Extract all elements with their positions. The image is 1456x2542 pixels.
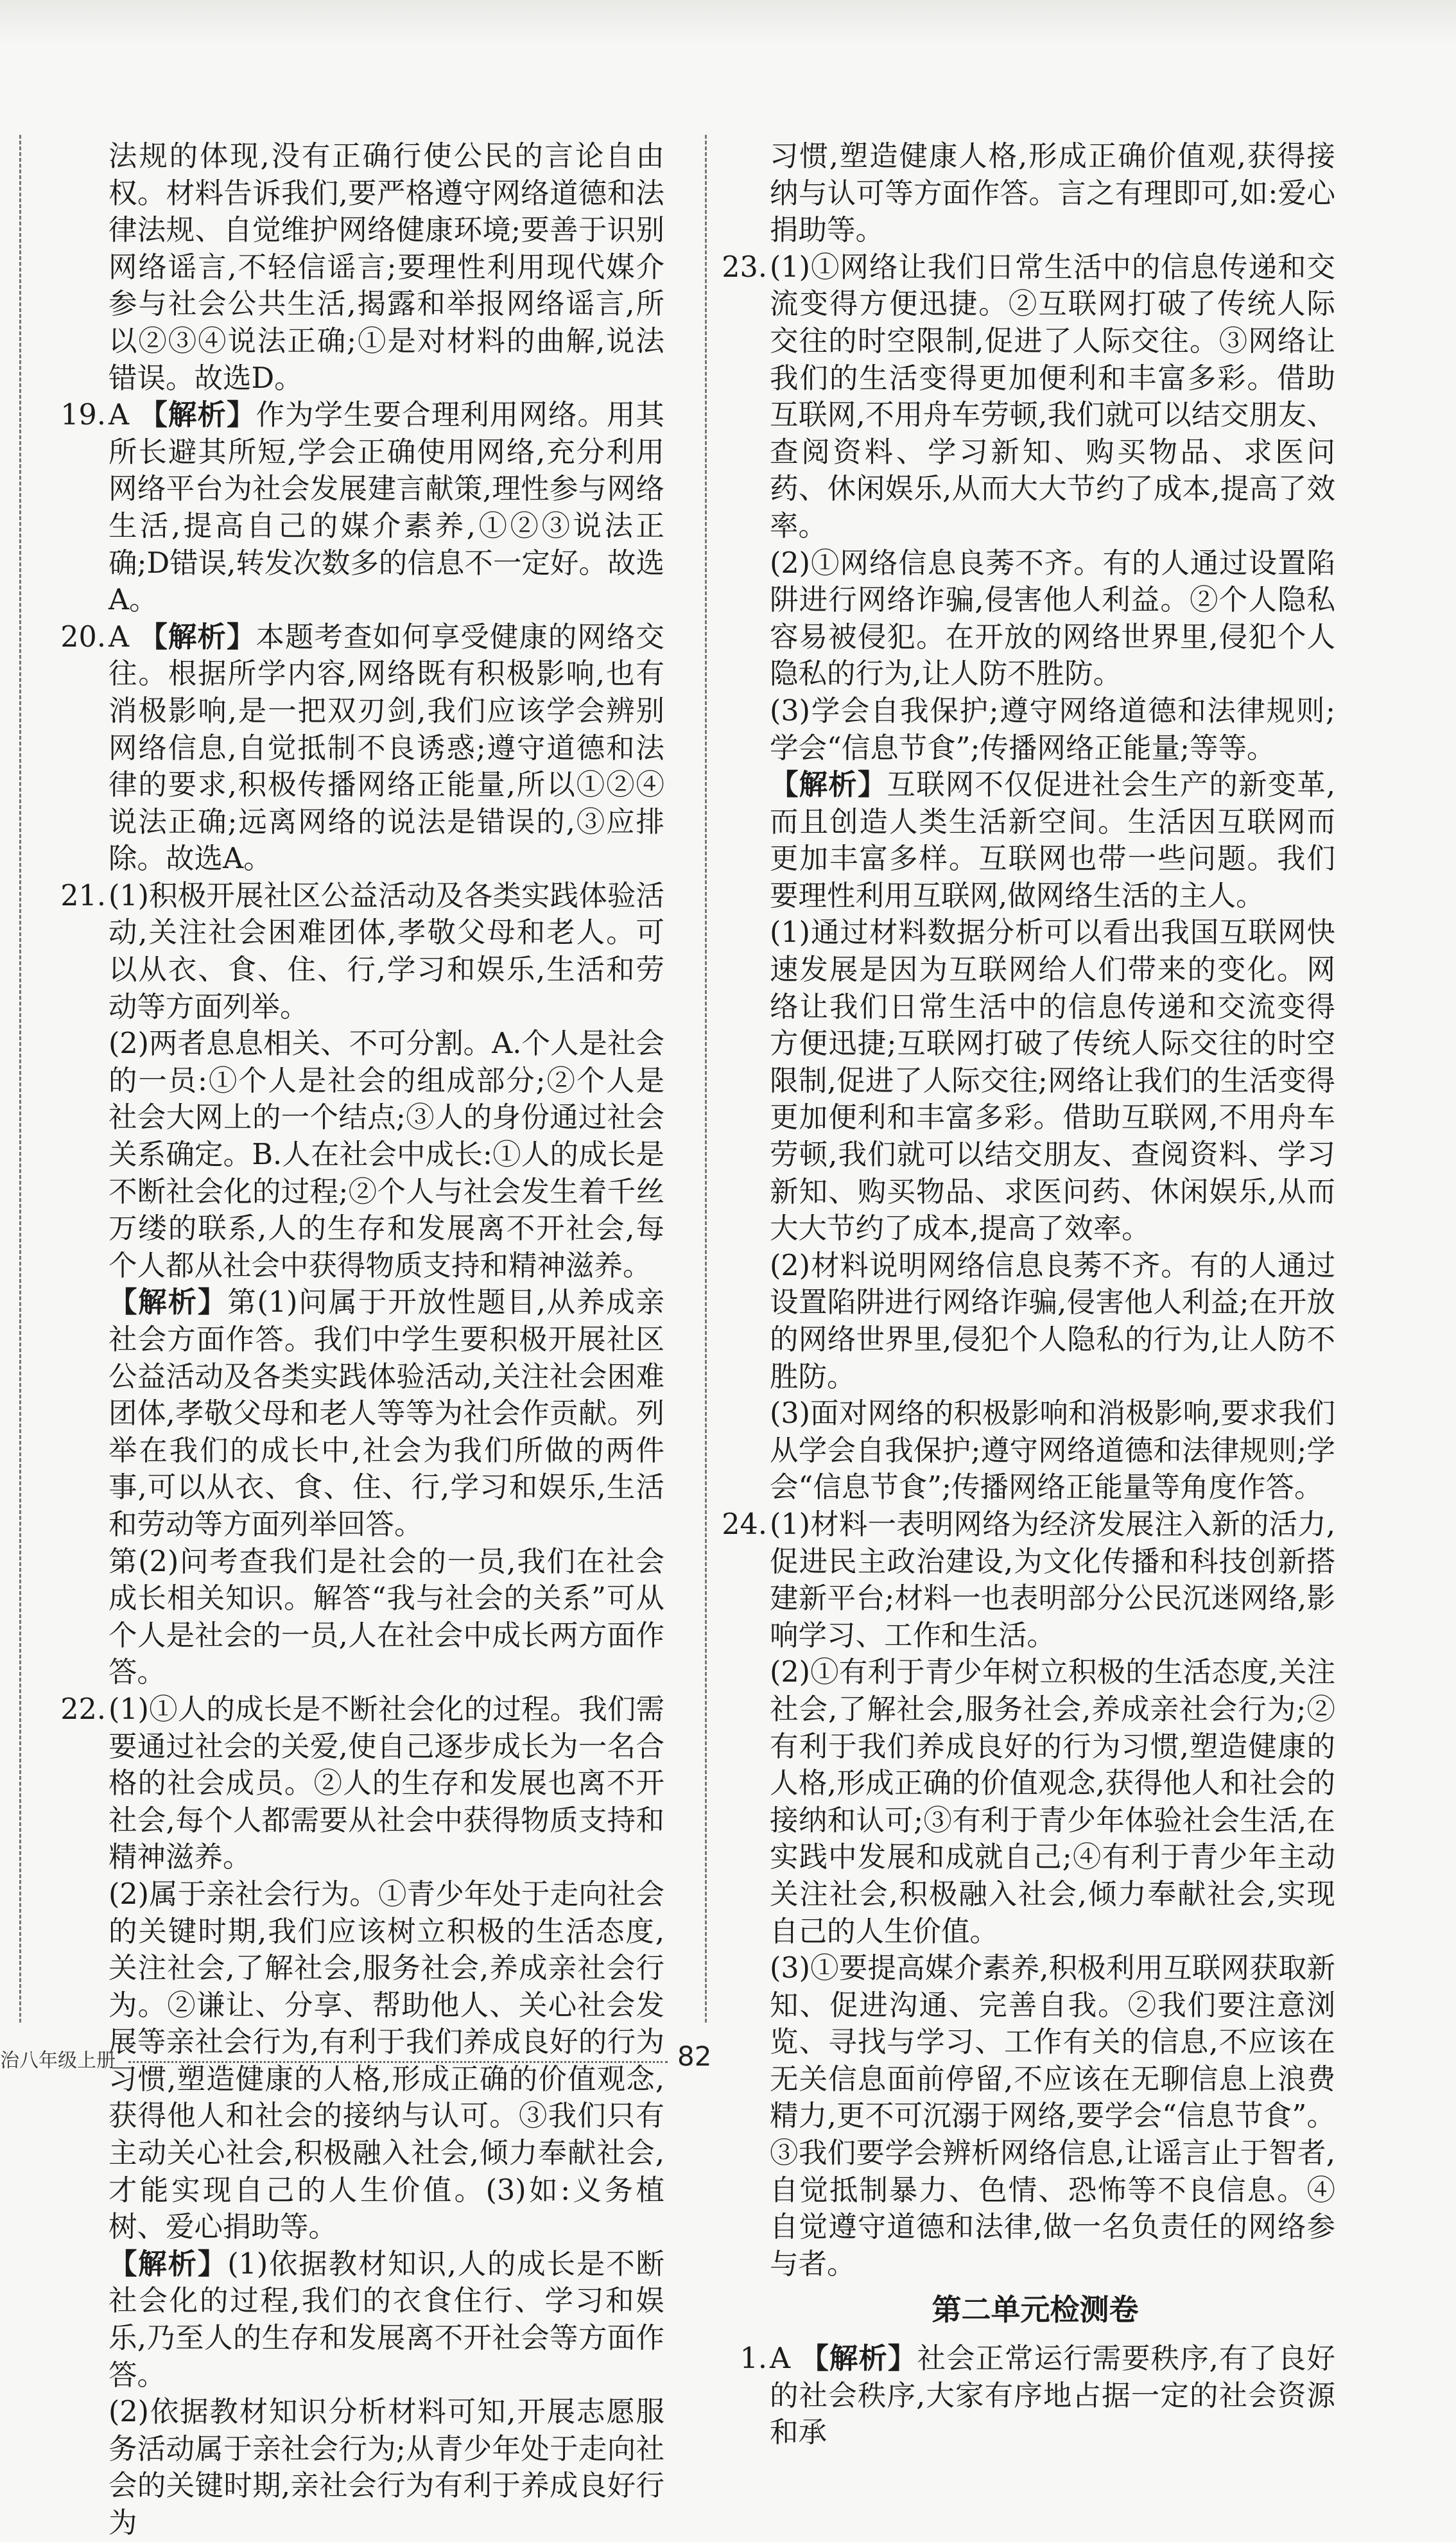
question-number: 21. [60, 879, 106, 912]
question-22 [60, 1691, 664, 2542]
paragraph [108, 397, 664, 619]
paragraph: (1)①网络让我们日常生活中的信息传递和交流变得方便迅捷。②互联网打破了传统人际交往的时空限制,促进了人际交往。③网络让我们的生活变得更加便利和丰富多彩。借助互联网,不用舟车劳顿,我们就可以结交朋友、查阅资料、学习新知、购买物品、求医问药、休闲娱乐,从而大大节约了成本,提高了效率。 [770, 250, 1335, 543]
scan-shadow [0, 0, 1456, 45]
answer: A [770, 2342, 791, 2376]
question-22-continued [735, 138, 1335, 249]
analysis-text: 社会正常运行需要秩序,有了良好的社会秩序,大家有序地占据一定的社会资源和承 [770, 2342, 1335, 2450]
paragraph: 习惯,塑造健康人格,形成正确价值观,获得接纳与认可等方面作答。言之有理即可,如:爱心捐助等。 [770, 140, 1335, 247]
answer: A [108, 399, 130, 432]
page-footer [0, 2041, 1456, 2083]
analysis-tag: 【解析】 [770, 769, 887, 802]
question-number: 22. [60, 1693, 106, 1726]
analysis-text: (1)依据教材知识,人的成长是不断社会化的过程,我们的衣食住行、学习和娱乐,乃至人的生存和发展离不开社会等方面作答。 [108, 2247, 664, 2392]
unit-title: 第二单元检测卷 [932, 2292, 1139, 2328]
analysis-tag: 【解析】 [108, 2247, 228, 2281]
paragraph [108, 619, 664, 878]
left-column [60, 138, 664, 2542]
question-number: 24. [722, 1508, 767, 1541]
paragraph: (1)材料一表明网络为经济发展注入新的活力,促进民主政治建设,为文化传播和科技创新搭建新平台;材料一也表明部分公民沉迷网络,影响学习、工作和生活。 [770, 1508, 1335, 1652]
page-number: 82 [677, 2041, 712, 2072]
paragraph: 第(2)问考查我们是社会的一员,我们在社会成长相关知识。解答“我与社会的关系”可从个人是社会的一员,人在社会中成长两方面作答。 [108, 1545, 664, 1689]
answer: A [108, 620, 130, 654]
paragraph [770, 2340, 1335, 2451]
paragraph: (2)材料说明网络信息良莠不齐。有的人通过设置陷阱进行网络诈骗,侵害他人利益;在开放的网络世界里,侵犯个人隐私的行为,让人防不胜防。 [770, 1249, 1335, 1393]
analysis-tag: 【解析】 [108, 1286, 228, 1319]
paragraph [108, 2246, 664, 2394]
paragraph: (2)依据教材知识分析材料可知,开展志愿服务活动属于亲社会行为;从青少年处于走向社会的关键时期,亲社会行为有利于养成良好行为 [108, 2396, 664, 2539]
center-cutline [705, 135, 707, 2023]
question-number: 1. [740, 2342, 767, 2376]
paragraph [770, 767, 1335, 914]
paragraph [108, 1284, 664, 1543]
analysis-tag: 【解析】 [800, 2342, 917, 2376]
paragraph: (3)面对网络的积极影响和消极影响,要求我们从学会自我保护;遵守网络道德和法律规则;学会“信息节食”;传播网络正能量等角度作答。 [770, 1397, 1335, 1504]
paragraph: (2)两者息息相关、不可分割。A.个人是社会的一员:①个人是社会的组成部分;②个人是社会大网上的一个结点;③人的身份通过社会关系确定。B.人在社会中成长:①人的成长是不断社会化的过程;②个人与社会发生着千丝万缕的联系,人的生存和发展离不开社会,每个人都从社会中获得物质支持和精神滋养。 [108, 1027, 664, 1282]
analysis-text: 互联网不仅促进社会生产的新变革,而且创造人类生活新空间。生活因互联网而更加丰富多样。互联网也带一些问题。我们要理性利用互联网,做网络生活的主人。 [770, 769, 1335, 912]
question-number: 19. [60, 399, 106, 432]
analysis-text: 第(1)问属于开放性题目,从养成亲社会方面作答。我们中学生要积极开展社区公益活动及各类实践体验活动,关注社会困难团体,孝敬父母和老人等等为社会作贡献。列举在我们的成长中,社会为我们所做的两件事,可以从衣、食、住、行,学习和娱乐,生活和劳动等方面列举回答。 [108, 1286, 664, 1541]
question-number: 23. [722, 250, 767, 284]
analysis-text: 作为学生要合理利用网络。用其所长避其所短,学会正确使用网络,充分利用网络平台为社会发展建言献策,理性参与网络生活,提高自己的媒介素养,①②③说法正确;D错误,转发次数多的信息不一定好。故选A。 [108, 399, 664, 617]
paragraph: (2)①网络信息良莠不齐。有的人通过设置陷阱进行网络诈骗,侵害他人利益。②个人隐私容易被侵犯。在开放的网络世界里,侵犯个人隐私的行为,让人防不胜防。 [770, 546, 1335, 691]
question-23 [722, 249, 1335, 1506]
paragraph: (1)①人的成长是不断社会化的过程。我们需要通过社会的关爱,使自己逐步成长为一名合格的社会成员。②人的生存和发展也离不开社会,每个人都需要从社会中获得物质支持和精神滋养。 [108, 1693, 664, 1874]
question-20 [60, 619, 664, 878]
paragraph: (3)学会自我保护;遵守网络道德和法律规则;学会“信息节食”;传播网络正能量;等等。 [770, 694, 1335, 765]
paragraph: (1)积极开展社区公益活动及各类实践体验活动,关注社会困难团体,孝敬父母和老人。可以从衣、食、住、行,学习和娱乐,生活和劳动等方面列举。 [108, 879, 664, 1023]
paragraph: (2)①有利于青少年树立积极的生活态度,关注社会,了解社会,服务社会,养成亲社会行为;②有利于我们养成良好的行为习惯,塑造健康的人格,形成正确的价值观念,获得他人和社会的接纳和认可;③有利于青少年体验社会生活,在实践中发展和成就自己;④有利于青少年主动关注社会,积极融入社会,倾力奉献社会,实现自己的人生价值。 [770, 1656, 1335, 1948]
right-column [722, 138, 1335, 2451]
paragraph: (2)属于亲社会行为。①青少年处于走向社会的关键时期,我们应该树立积极的生活态度,关注社会,了解社会,服务社会,养成亲社会行为。②谦让、分享、帮助他人、关心社会发展等亲社会行为,有利于我们养成良好的行为习惯,塑造健康的人格,形成正确的价值观念,获得他人和社会的接纳与认可。③我们只有主动关心社会,积极融入社会,倾力奉献社会,才能实现自己的人生价值。(3)如:义务植树、爱心捐助等。 [108, 1877, 664, 2244]
unit2-question-1 [735, 2340, 1335, 2451]
analysis-text: 本题考查如何享受健康的网络交往。根据所学内容,网络既有积极影响,也有消极影响,是一把双刃剑,我们应该学会辨别网络信息,自觉抵制不良诱惑;遵守道德和法律的要求,积极传播网络正能量,所以①②④说法正确;远离网络的说法是错误的,③应排除。故选A。 [108, 620, 664, 876]
question-21 [60, 878, 664, 1691]
question-24 [722, 1506, 1335, 2283]
analysis-tag: 【解析】 [139, 620, 256, 654]
question-number: 20. [60, 620, 106, 654]
paragraph: (1)通过材料数据分析可以看出我国互联网快速发展是因为互联网给人们带来的变化。网络让我们日常生活中的信息传递和交流变得方便迅捷;互联网打破了传统人际交往的时空限制,促进了人际交往;网络让我们的生活变得更加便利和丰富多彩。借助互联网,不用舟车劳顿,我们就可以结交朋友、查阅资料、学习新知、购买物品、求医问药、休闲娱乐,从而大大节约了成本,提高了效率。 [770, 916, 1335, 1246]
question-19 [60, 397, 664, 619]
footer-book-label: 治八年级上册 [0, 2050, 116, 2072]
footer-dotted-rule [128, 2061, 668, 2063]
question-18-continued [74, 138, 664, 397]
paragraph: (3)①要提高媒介素养,积极利用互联网获取新知、促进沟通、完善自我。②我们要注意浏览、寻找与学习、工作有关的信息,不应该在无关信息面前停留,不应该在无聊信息上浪费精力,更不可沉溺于网络,要学会“信息节食”。③我们要学会辨析网络信息,让谣言止于智者,自觉抵制暴力、色情、恐怖等不良信息。④自觉遵守道德和法律,做一名负责任的网络参与者。 [770, 1952, 1335, 2281]
paragraph: 法规的体现,没有正确行使公民的言论自由权。材料告诉我们,要严格遵守网络道德和法律法规、自觉维护网络健康环境;要善于识别网络谣言,不轻信谣言;要理性利用现代媒介参与社会公共生活,揭露和举报网络谣言,所以②③④说法正确;①是对材料的曲解,说法错误。故选D。 [108, 140, 664, 395]
analysis-tag: 【解析】 [139, 399, 256, 432]
